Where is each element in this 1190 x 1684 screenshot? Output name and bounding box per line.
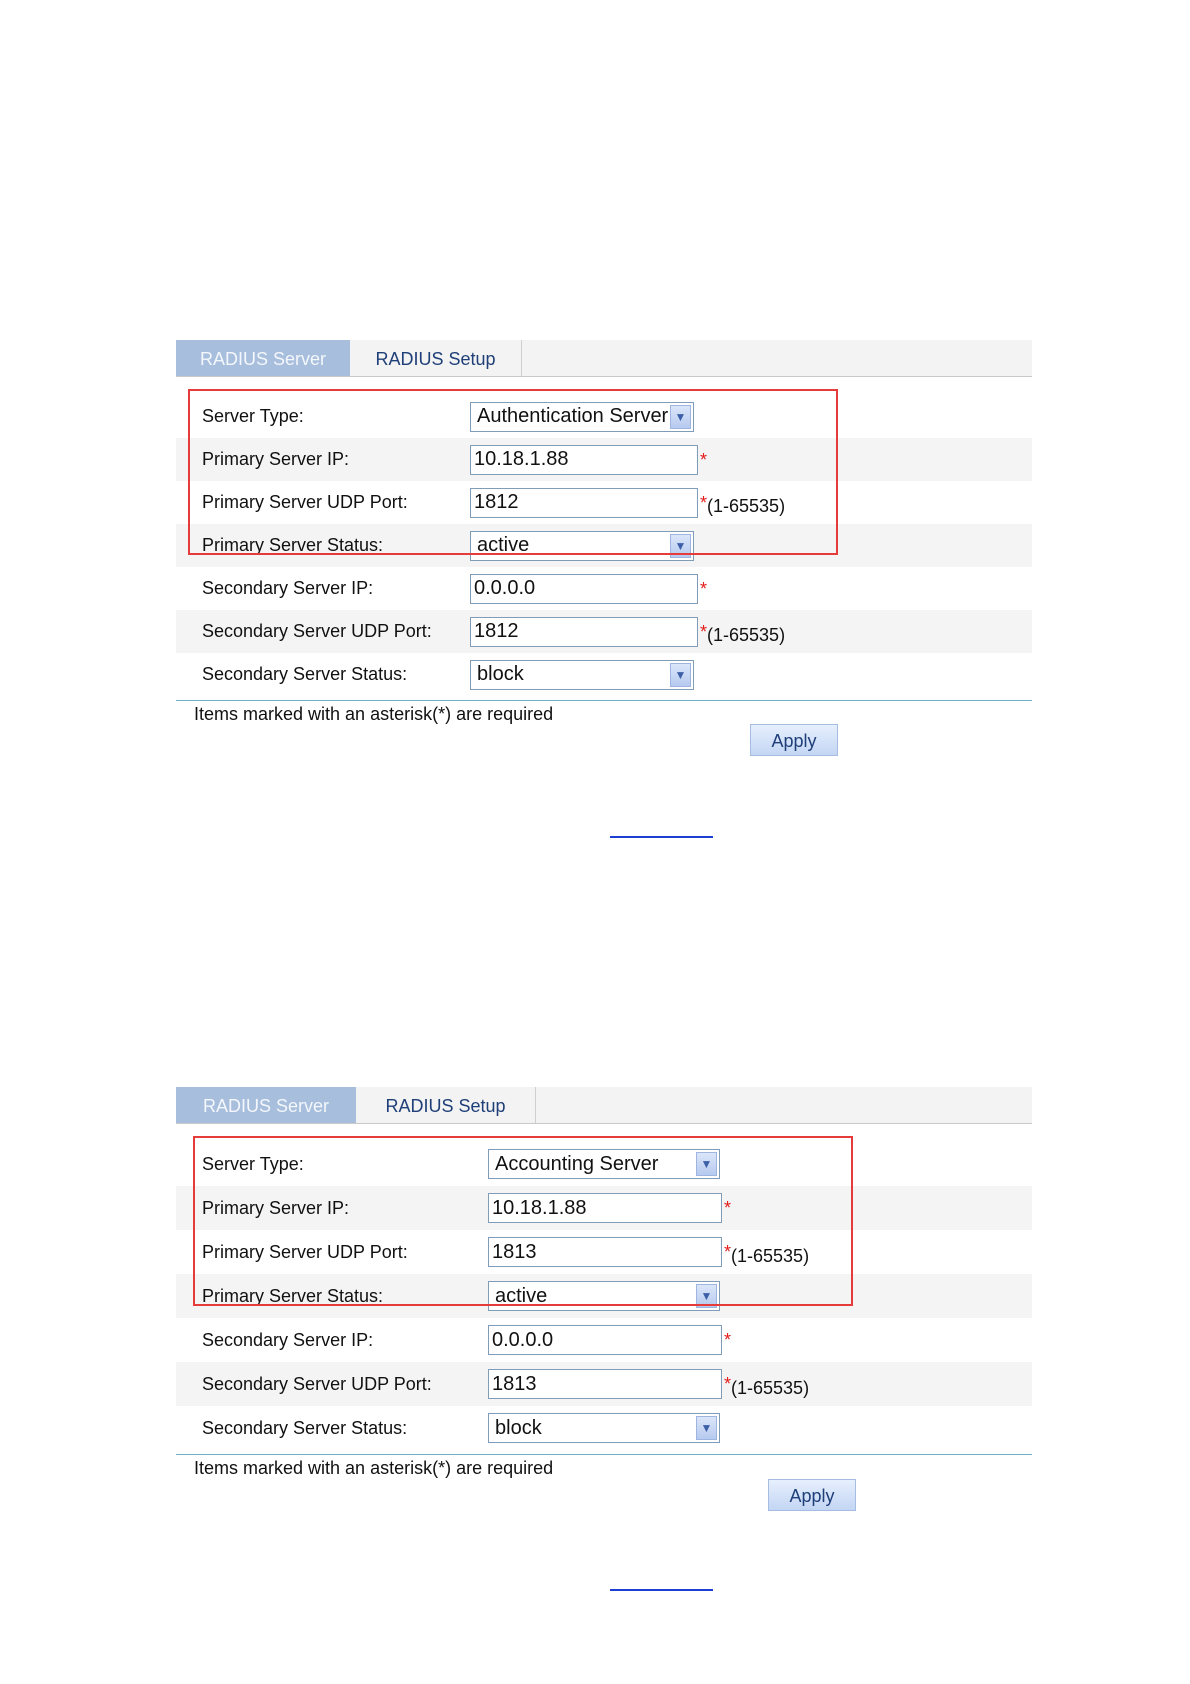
secondary-port-value: 1812 [474,620,519,642]
label-primary-ip: Primary Server IP: [202,449,350,469]
primary-port-value: 1813 [492,1240,537,1263]
server-type-value: Authentication Server [477,405,669,427]
label-server-type: Server Type: [202,1153,304,1174]
figure-link[interactable] [610,836,713,838]
primary-status-select[interactable] [488,1281,720,1311]
primary-ip-value: 10.18.1.88 [492,1196,587,1219]
primary-ip-input[interactable] [470,445,698,475]
label-primary-status: Primary Server Status: [202,1285,384,1306]
required-marker: * [700,579,708,599]
secondary-status-value: block [477,663,524,685]
label-primary-port: Primary Server UDP Port: [202,1241,408,1262]
row-primary-ip [176,1186,1032,1230]
row-secondary-port [176,1362,1032,1406]
chevron-down-icon[interactable]: ▼ [670,663,691,687]
row-primary-ip [176,438,1032,481]
label-secondary-status: Secondary Server Status: [202,1417,408,1438]
secondary-ip-input[interactable] [488,1325,722,1355]
row-server-type [176,395,1032,438]
primary-ip-input[interactable] [488,1193,722,1223]
required-marker: * [700,450,708,470]
chevron-down-icon[interactable]: ▼ [696,1284,717,1308]
tab-bar [176,1087,1032,1124]
required-marker: * [724,1330,732,1350]
primary-port-input[interactable] [488,1237,722,1267]
required-note: Items marked with an asterisk(*) are required [194,704,554,724]
row-secondary-ip [176,567,1032,610]
required-marker: * [724,1242,732,1262]
required-marker: * [724,1198,732,1218]
primary-status-value: active [495,1284,548,1307]
tab-radius-setup[interactable]: RADIUS Setup [356,1087,536,1123]
chevron-down-icon[interactable]: ▼ [670,405,691,429]
apply-button[interactable]: Apply [750,724,838,756]
secondary-ip-input[interactable] [470,574,698,604]
port-range-hint: (1-65535) [731,1377,810,1398]
figure-link[interactable] [610,1589,713,1591]
primary-port-value: 1812 [474,491,519,513]
tab-radius-server[interactable]: RADIUS Server [176,340,350,376]
required-marker: * [724,1374,732,1394]
primary-status-value: active [477,534,530,556]
port-range-hint: (1-65535) [707,496,786,516]
row-server-type [176,1142,1032,1186]
row-secondary-status [176,1406,1032,1450]
row-primary-port [176,481,1032,524]
label-secondary-port: Secondary Server UDP Port: [202,621,432,641]
label-primary-ip: Primary Server IP: [202,1197,350,1218]
secondary-status-select[interactable] [488,1413,720,1443]
label-secondary-port: Secondary Server UDP Port: [202,1373,432,1394]
required-marker: * [700,493,708,513]
secondary-status-select[interactable] [470,660,694,690]
row-primary-status [176,1274,1032,1318]
label-server-type: Server Type: [202,406,304,426]
radius-panel-2 [176,1087,1032,1506]
primary-ip-value: 10.18.1.88 [474,448,569,470]
secondary-status-value: block [495,1416,542,1439]
secondary-port-value: 1813 [492,1372,537,1395]
label-primary-status: Primary Server Status: [202,535,384,555]
row-primary-port [176,1230,1032,1274]
radius-panel-1 [176,340,1032,751]
server-type-select[interactable] [488,1149,720,1179]
row-secondary-status [176,653,1032,696]
chevron-down-icon[interactable]: ▼ [696,1152,717,1176]
label-primary-port: Primary Server UDP Port: [202,492,408,512]
secondary-ip-value: 0.0.0.0 [492,1328,554,1351]
label-secondary-ip: Secondary Server IP: [202,578,374,598]
primary-port-input[interactable] [470,488,698,518]
secondary-port-input[interactable] [470,617,698,647]
tab-radius-server[interactable]: RADIUS Server [176,1087,356,1123]
primary-status-select[interactable] [470,531,694,561]
port-range-hint: (1-65535) [707,625,786,645]
secondary-port-input[interactable] [488,1369,722,1399]
tab-bar [176,340,1032,377]
row-primary-status [176,524,1032,567]
row-secondary-port [176,610,1032,653]
server-type-select[interactable] [470,402,694,432]
label-secondary-ip: Secondary Server IP: [202,1329,374,1350]
chevron-down-icon[interactable]: ▼ [670,534,691,558]
secondary-ip-value: 0.0.0.0 [474,577,536,599]
server-type-value: Accounting Server [495,1152,659,1175]
port-range-hint: (1-65535) [731,1245,810,1266]
required-marker: * [700,622,708,642]
chevron-down-icon[interactable]: ▼ [696,1416,717,1440]
required-note: Items marked with an asterisk(*) are required [194,1458,554,1478]
row-secondary-ip [176,1318,1032,1362]
apply-button[interactable]: Apply [768,1479,856,1511]
label-secondary-status: Secondary Server Status: [202,664,408,684]
tab-radius-setup[interactable]: RADIUS Setup [350,340,522,376]
